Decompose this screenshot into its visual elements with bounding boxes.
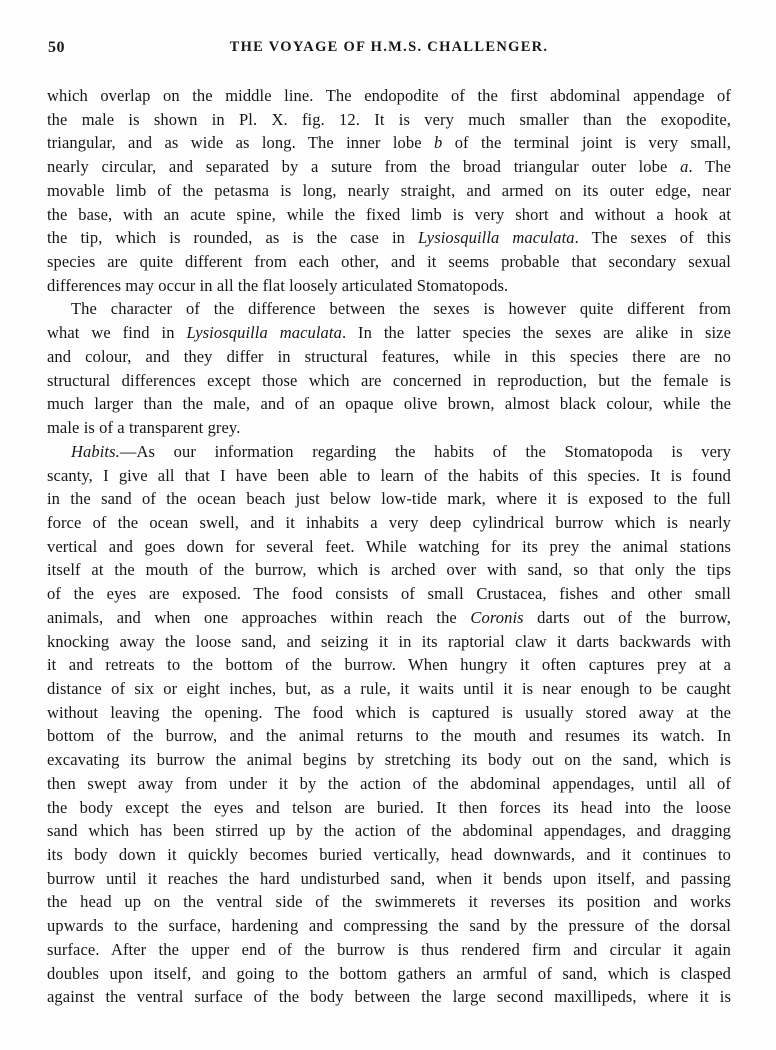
text-line (47, 535, 731, 559)
text-line (47, 985, 731, 1009)
text-run: movable limb of the petasma is long, nearly straight, and armed on its outer edge, near (47, 180, 731, 200)
text-line (47, 843, 731, 867)
text-line (47, 369, 731, 393)
text-run: triangular, and as wide as long. The inner lobe (47, 133, 434, 153)
text-run: surface. After the upper end of the burrow is thus rendered firm and circular it again (47, 939, 731, 959)
text-run: without leaving the opening. The food which is captured is usually stored away at the (47, 702, 731, 722)
text-run: structural differences except those which are concerned in reproduction, but the female is (47, 370, 731, 390)
text-run: in the sand of the ocean beach just below low-tide mark, where it is exposed to the full (47, 489, 731, 509)
text-line (47, 558, 731, 582)
text-line (47, 250, 731, 274)
text-line (47, 772, 731, 796)
paragraph (47, 440, 731, 1009)
text-run: . The (688, 157, 731, 177)
text-line (47, 630, 731, 654)
text-run: . In the latter species the sexes are alike in size (341, 323, 731, 343)
text-run: sand which has been stirred up by the action of the abdominal appendages, and dragging (47, 821, 731, 841)
text-line (47, 464, 731, 488)
text-line (47, 487, 731, 511)
text-run: bottom of the burrow, and the animal returns to the mouth and resumes its watch. In (47, 726, 731, 746)
text-run: and colour, and they differ in structural features, while in this species there are no (47, 346, 731, 366)
text-run: much larger than the male, and of an opaque olive brown, almost black colour, while the (47, 394, 731, 414)
text-line (47, 796, 731, 820)
text-run: the base, with an acute spine, while the fixed limb is very short and without a hook at (47, 204, 731, 224)
italic-text-run: Coronis (470, 607, 524, 627)
text-line (47, 345, 731, 369)
text-line (47, 677, 731, 701)
italic-text-run: Lysiosquilla maculata (418, 228, 575, 248)
text-run: . The sexes of this (574, 228, 732, 248)
text-run: differences may occur in all the flat loosely articulated Stomatopods. (47, 275, 509, 295)
text-line (47, 155, 731, 179)
text-run: species are quite different from each other, and it seems probable that secondary sexual (47, 252, 731, 272)
text-line (47, 890, 731, 914)
paragraph (47, 297, 731, 439)
text-run: scanty, I give all that I have been able to learn of the habits of this species. It is found (47, 465, 731, 485)
text-run: male is of a transparent grey. (47, 418, 241, 438)
text-line (47, 84, 731, 108)
text-run: the body except the eyes and telson are buried. It then forces its head into the loose (47, 797, 731, 817)
text-line (47, 226, 731, 250)
text-run: the head up on the ventral side of the swimmerets it reverses its position and works (47, 892, 731, 912)
text-run: the tip, which is rounded, as is the case in (47, 228, 419, 248)
text-line (47, 440, 731, 464)
running-header-title: THE VOYAGE OF H.M.S. CHALLENGER. (229, 39, 549, 55)
running-head (47, 39, 731, 59)
text-line (47, 724, 731, 748)
text-line (47, 653, 731, 677)
text-line (47, 274, 731, 298)
text-line (47, 914, 731, 938)
text-run: —As our information regarding the habits of the Stomatopoda is very (119, 441, 731, 461)
text-run: burrow until it reaches the hard undisturbed sand, when it bends upon itself, and passing (47, 868, 731, 888)
text-line (47, 511, 731, 535)
italic-text-run: a (680, 157, 689, 177)
text-run: excavating its burrow the animal begins by stretching its body out on the sand, which is (47, 750, 731, 770)
text-line (47, 108, 731, 132)
text-line (47, 131, 731, 155)
text-line (47, 321, 731, 345)
italic-text-run: Habits. (71, 441, 120, 461)
text-run: what we find in (47, 323, 187, 343)
text-line (47, 416, 731, 440)
text-run: upwards to the surface, hardening and compressing the sand by the pressure of the dorsal (47, 916, 731, 936)
text-line (47, 392, 731, 416)
text-run: which overlap on the middle line. The endopodite of the first abdominal appendage of (47, 86, 731, 105)
text-run: of the eyes are exposed. The food consists of small Crustacea, fishes and other small (47, 584, 731, 604)
text-run: doubles upon itself, and going to the bottom gathers an armful of sand, which is clasped (47, 963, 731, 983)
text-run: animals, and when one approaches within reach the (47, 607, 471, 627)
text-run: nearly circular, and separated by a suture from the broad triangular outer lobe (47, 157, 681, 177)
text-run: force of the ocean swell, and it inhabits a very deep cylindrical burrow which is nearly (47, 512, 731, 532)
text-line (47, 179, 731, 203)
text-run: darts out of the burrow, (523, 607, 731, 627)
text-line (47, 582, 731, 606)
text-run: distance of six or eight inches, but, as a rule, it waits until it is near enough to be caught (47, 678, 731, 698)
page-number: 50 (48, 39, 65, 56)
text-line (47, 701, 731, 725)
text-line (47, 867, 731, 891)
text-run: vertical and goes down for several feet. While watching for its prey the animal stations (47, 536, 731, 556)
italic-text-run: b (434, 133, 443, 153)
text-line (47, 962, 731, 986)
text-line (47, 819, 731, 843)
text-run: knocking away the loose sand, and seizing it in its raptorial claw it darts backwards with (47, 631, 731, 651)
italic-text-run: Lysiosquilla maculata (186, 323, 342, 343)
text-line (47, 938, 731, 962)
text-run: it and retreats to the bottom of the burrow. When hungry it often captures prey at a (47, 655, 731, 675)
text-run: The character of the difference between the sexes is however quite different from (71, 299, 731, 319)
text-run: against the ventral surface of the body between the large second maxillipeds, where it is (47, 987, 731, 1007)
text-line (47, 606, 731, 630)
text-run: the male is shown in Pl. X. fig. 12. It is very much smaller than the exopodite, (47, 109, 731, 129)
text-line (47, 748, 731, 772)
page-body (47, 84, 731, 1009)
text-run: then swept away from under it by the action of the abdominal appendages, until all of (47, 773, 731, 793)
text-line (47, 203, 731, 227)
text-run: its body down it quickly becomes buried vertically, head downwards, and it continues to (47, 845, 731, 864)
paragraph (47, 84, 731, 297)
text-run: itself at the mouth of the burrow, which is arched over with sand, so that only the tips (47, 560, 731, 580)
text-line (47, 297, 731, 321)
text-run: of the terminal joint is very small, (442, 133, 732, 153)
